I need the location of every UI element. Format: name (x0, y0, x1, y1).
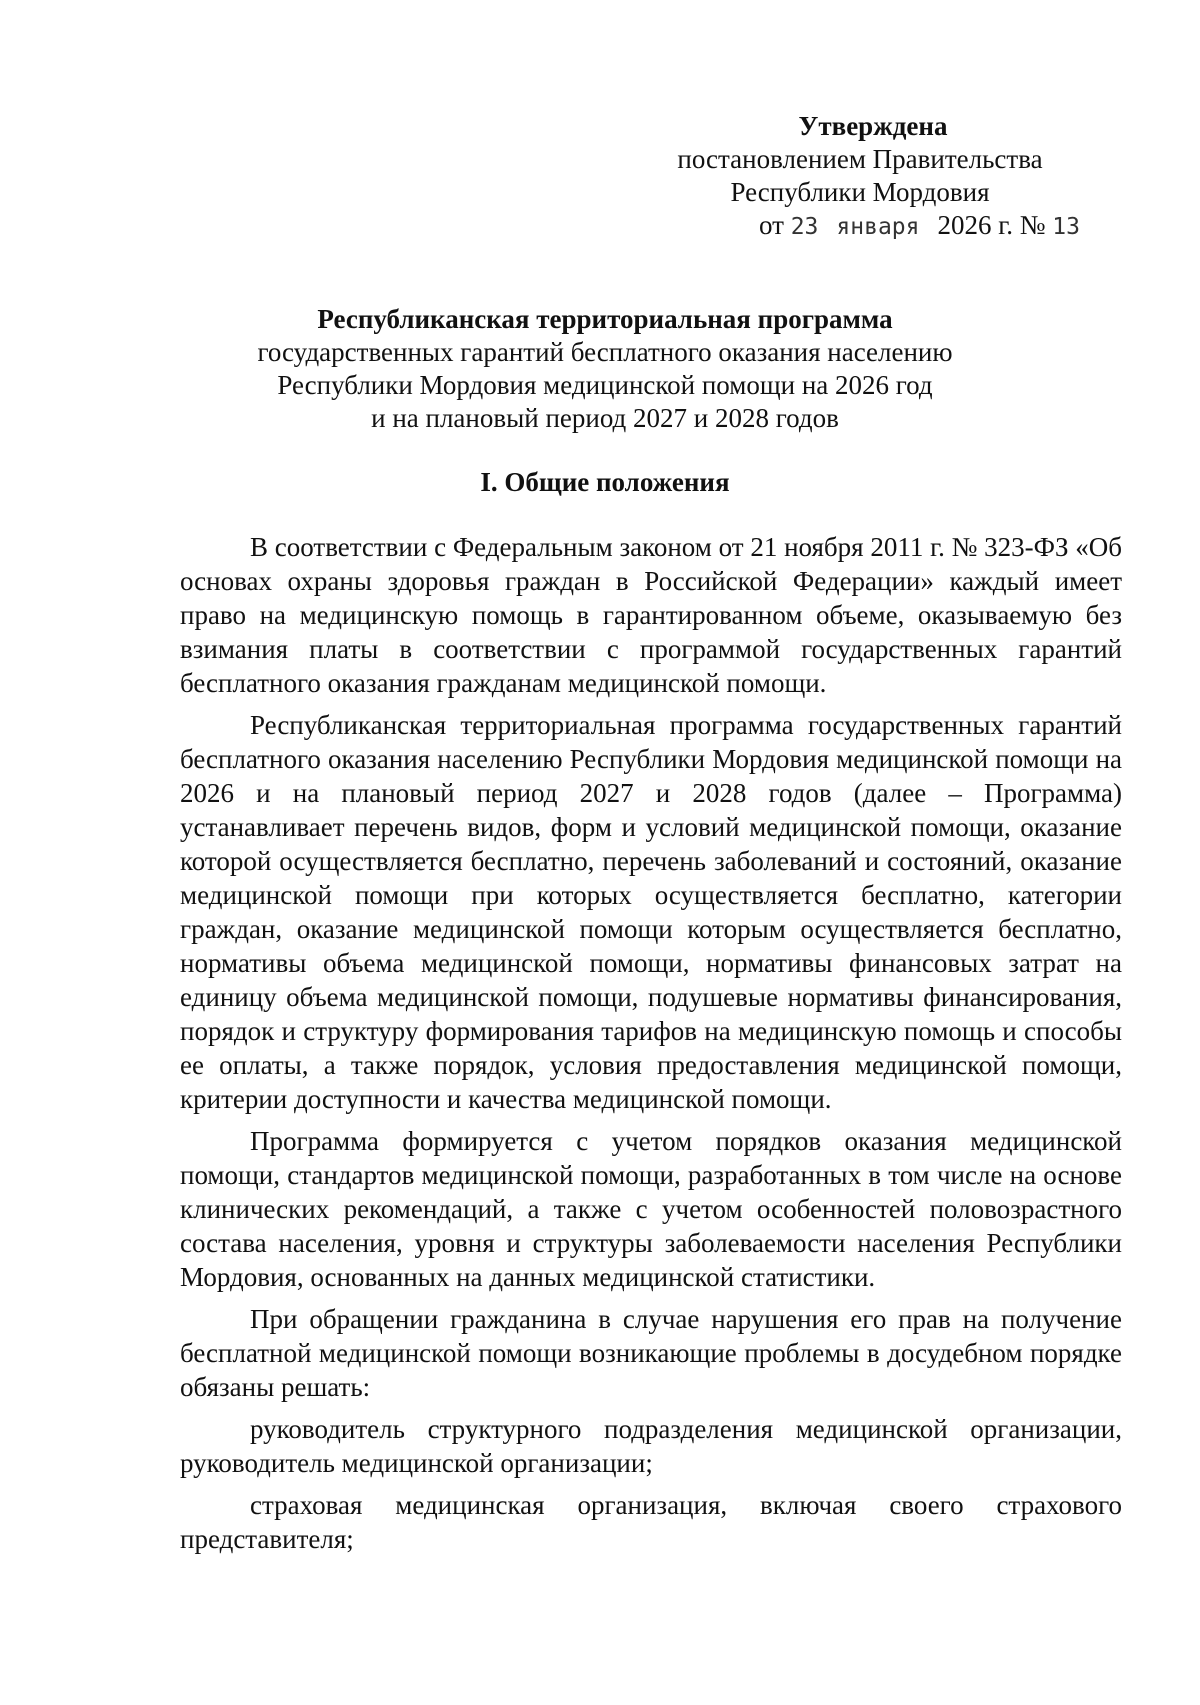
approval-number: 13 (1052, 214, 1080, 240)
approval-line-resolution: постановлением Правительства (677, 144, 1043, 174)
program-title (180, 303, 1030, 435)
paragraph-4: При обращении гражданина в случае нарушения его прав на получение бесплатной медицинской помощи возникающие проблемы в досудебном порядке обязаны решать: (180, 1304, 1122, 1402)
paragraph-2: Республиканская территориальная программа государственных гарантий бесплатного оказания населению Республики Мордовия медицинской помощи на 2026 и на плановый период 2027 и 2028 годов (далее – Программа) устанавливает перечень видов, форм и условий медицинской помощи, оказание которой осуществляется бесплатно, перечень заболеваний и состояний, оказание медицинской помощи при которых осуществляется бесплатно, категории граждан, оказание медицинской помощи которым осуществляется бесплатно, нормативы объема медицинской помощи, нормативы финансовых затрат на единицу объема медицинской помощи, подушевые нормативы финансирования, порядок и структуру формирования тарифов на медицинскую помощь и способы ее оплаты, а также порядок, условия предоставления медицинской помощи, критерии доступности и качества медицинской помощи. (180, 710, 1122, 1114)
approval-date-line (640, 209, 1080, 244)
approval-heading: Утверждена (798, 111, 948, 141)
approval-day: 23 (790, 214, 819, 240)
title-line-4: и на плановый период 2027 и 2028 годов (371, 403, 839, 433)
approval-year: 2026 г. № (937, 210, 1046, 240)
paragraph-5: руководитель структурного подразделения медицинской организации, руководитель медицинской организации; (180, 1414, 1122, 1478)
paragraph-6: страховая медицинская организация, включая своего страхового представителя; (180, 1490, 1122, 1554)
approval-date-prefix: от (759, 210, 784, 240)
paragraph-1: В соответствии с Федеральным законом от 21 ноября 2011 г. № 323-ФЗ «Об основах охраны здоровья граждан в Российской Федерации» каждый имеет право на медицинскую помощь в гарантированном объеме, оказываемую без взимания платы в соответствии с программой государственных гарантий бесплатного оказания гражданам медицинской помощи. (180, 532, 1122, 698)
paragraph-3: Программа формируется с учетом порядков оказания медицинской помощи, стандартов медицинской помощи, разработанных в том числе на основе клинических рекомендаций, а также с учетом особенностей половозрастного состава населения, уровня и структуры заболеваемости населения Республики Мордовия, основанных на данных медицинской статистики. (180, 1126, 1122, 1292)
title-line-2: государственных гарантий бесплатного оказания населению (257, 337, 953, 367)
approval-stamp (640, 110, 1080, 244)
section-heading: I. Общие положения (480, 467, 730, 497)
body-text (180, 530, 1122, 1564)
title-line-1: Республиканская территориальная программа (317, 304, 893, 334)
approval-line-republic: Республики Мордовия (730, 177, 990, 207)
approval-month: января (836, 214, 920, 240)
title-line-3: Республики Мордовия медицинской помощи на 2026 год (277, 370, 933, 400)
